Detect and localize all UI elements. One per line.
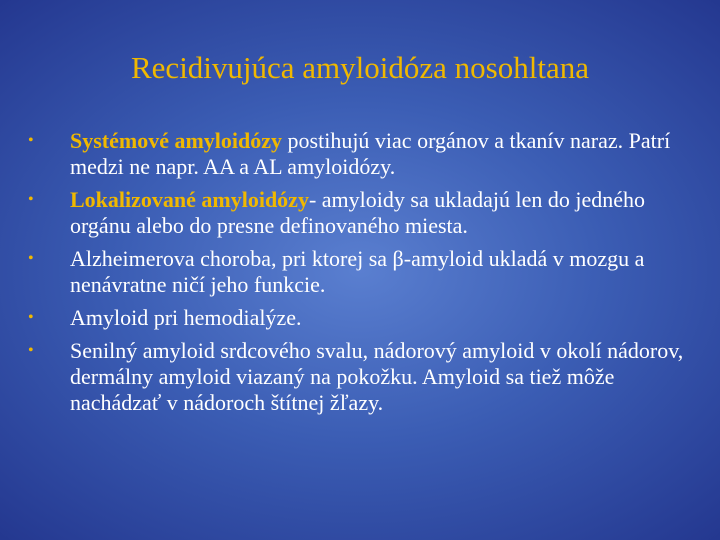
- bullet-highlight: Lokalizované amyloidózy: [70, 187, 309, 212]
- bullet-item: [28, 305, 708, 331]
- bullet-icon: •: [28, 342, 34, 359]
- bullet-text: - amyloidy sa ukladajú len do jedného orgánu alebo do presne definovaného miesta.: [70, 187, 645, 238]
- bullet-item: [28, 187, 708, 239]
- bullet-text: Amyloid pri hemodialýze.: [70, 305, 302, 330]
- bullet-text: postihujú viac orgánov a tkanív naraz. Patrí medzi ne napr. AA a AL amyloidózy.: [70, 128, 671, 179]
- bullet-icon: •: [28, 132, 34, 149]
- bullet-icon: •: [28, 191, 34, 208]
- bullet-text: Senilný amyloid srdcového svalu, nádorový amyloid v okolí nádorov, dermálny amyloid viazaný na pokožku. Amyloid sa tiež môže nachádzať v nádoroch štítnej žľazy.: [70, 338, 684, 415]
- bullet-list: [28, 128, 708, 423]
- bullet-icon: •: [28, 309, 34, 326]
- bullet-item: [28, 128, 708, 180]
- bullet-item: [28, 338, 708, 416]
- slide-title: Recidivujúca amyloidóza nosohltana: [131, 50, 589, 85]
- bullet-text: Alzheimerova choroba, pri ktorej sa β-amyloid ukladá v mozgu a nenávratne ničí jeho funkcie.: [70, 246, 645, 297]
- bullet-item: [28, 246, 708, 298]
- bullet-highlight: Systémové amyloidózy: [70, 128, 283, 153]
- bullet-icon: •: [28, 250, 34, 267]
